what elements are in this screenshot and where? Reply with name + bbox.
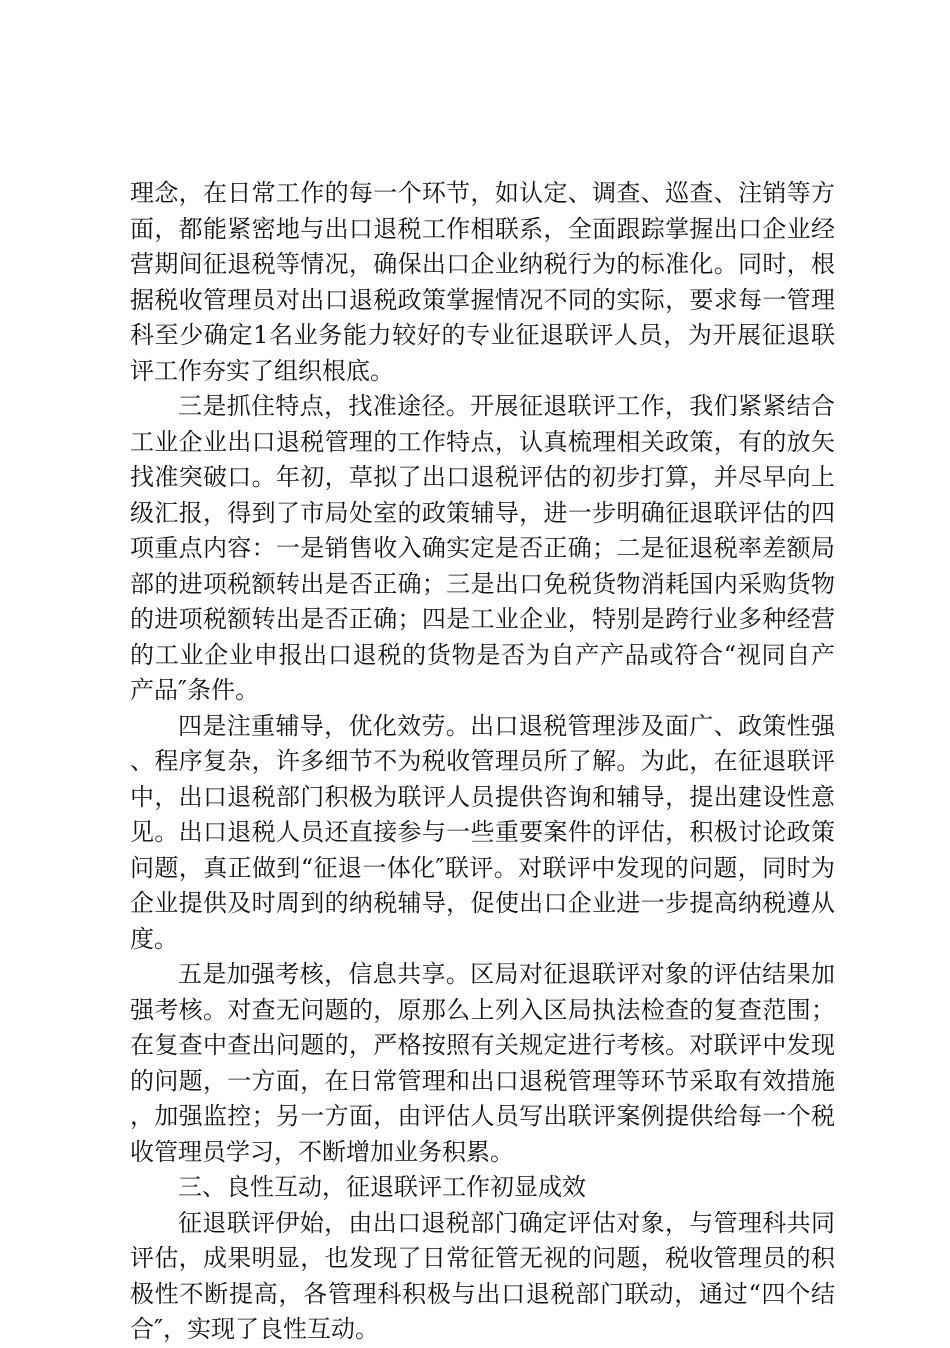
paragraph-section-intro: 征退联评伊始，由出口退税部门确定评估对象，与管理科共同评估，成果明显，也发现了日常征管无视的问题，税收管理员的积极性不断提高，各管理科积极与出口退税部门联动，通过“四个结合″，实现了良性互动。 <box>130 1208 835 1343</box>
section-heading: 三、良性互动，征退联评工作初显成效 <box>178 1173 586 1201</box>
paragraph-point-three: 三是抓住特点，找准途径。开展征退联评工作，我们紧紧结合工业企业出口退税管理的工作特点，认真梳理相关政策，有的放矢找准突破口。年初，草拟了出口退税评估的初步打算，并尽早向上级汇报，得到了市局处室的政策辅导，进一步明确征退联评估的四项重点内容：一是销售收入确实定是否正确；二是征退税率差额局部的进项税额转出是否正确；三是出口免税货物消耗国内采购货物的进项税额转出是否正确；四是工业企业，特别是跨行业多种经营的工业企业申报出口退税的货物是否为自产产品或符合“视同自产产品″条件。 <box>130 392 835 704</box>
paragraph-continuation: 理念，在日常工作的每一个环节，如认定、调查、巡查、注销等方面，都能紧密地与出口退税工作相联系，全面跟踪掌握出口企业经营期间征退税等情况，确保出口企业纳税行为的标准化。同时，根据税收管理员对出口退税政策掌握情况不同的实际，要求每一管理科至少确定1名业务能力较好的专业征退联评人员，为开展征退联评工作夯实了组织根底。 <box>130 179 835 385</box>
paragraph-point-four: 四是注重辅导，优化效劳。出口退税管理涉及面广、政策性强、程序复杂，许多细节不为税收管理员所了解。为此，在征退联评中，出口退税部门积极为联评人员提供咨询和辅导，提出建设性意见。出口退税人员还直接参与一些重要案件的评估，积极讨论政策问题，真正做到“征退一体化″联评。对联评中发现的问题，同时为企业提供及时周到的纳税辅导，促使出口企业进一步提高纳税遵从度。 <box>130 711 835 953</box>
paragraph-point-five: 五是加强考核，信息共享。区局对征退联评对象的评估结果加强考核。对查无问题的，原那么上列入区局执法检查的复查范围；在复查中查出问题的，严格按照有关规定进行考核。对联评中发现的问题，一方面，在日常管理和出口退税管理等环节采取有效措施，加强监控；另一方面，由评估人员写出联评案例提供给每一个税收管理员学习，不断增加业务积累。 <box>130 960 835 1166</box>
document-body <box>130 176 835 1348</box>
